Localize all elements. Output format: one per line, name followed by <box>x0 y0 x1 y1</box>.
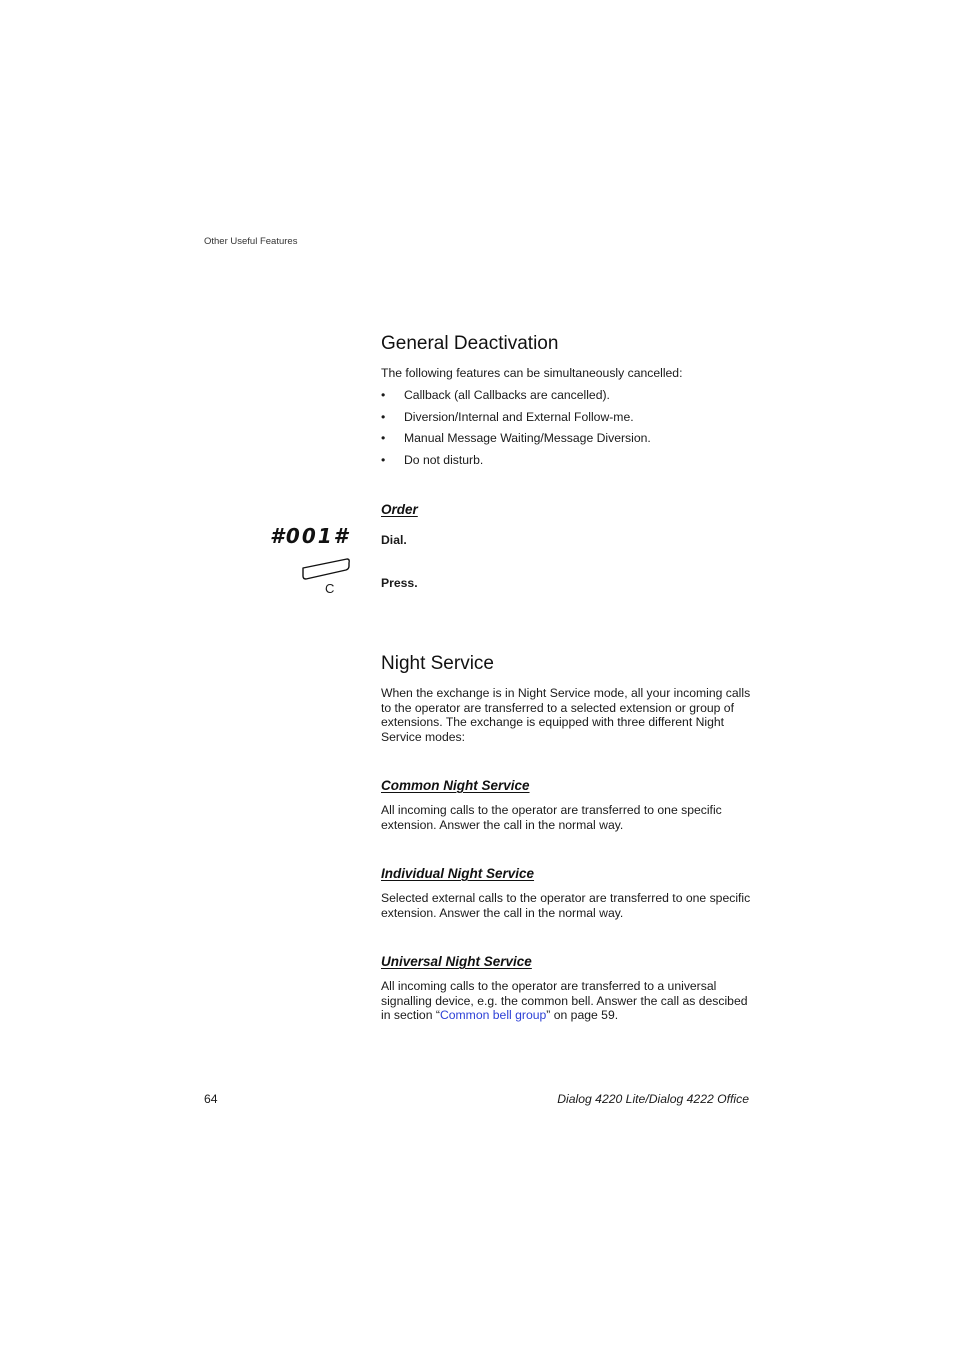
list-item <box>381 410 651 432</box>
running-header: Other Useful Features <box>204 236 298 247</box>
night-service-intro: When the exchange is in Night Service mode, all your incoming calls to the operator are transferred to a selected extension or group of extensions. The exchange is equipped with three different Night Service modes: <box>381 686 751 744</box>
universal-night-service-heading: Universal Night Service <box>381 954 532 969</box>
bullet-icon: • <box>381 431 386 446</box>
list-item-text: Diversion/Internal and External Follow-me. <box>404 409 634 424</box>
general-deactivation-intro: The following features can be simultaneously cancelled: <box>381 366 683 380</box>
universal-text-before: All incoming calls to the operator are transferred to a universal signalling device, e.g. the common bell. Answer the call as descibed in section “ <box>381 979 748 1023</box>
individual-night-service-text: Selected external calls to the operator are transferred to one specific extension. Answer the call in the normal way. <box>381 891 751 920</box>
section-title-general-deactivation: General Deactivation <box>381 333 559 354</box>
list-item-text: Callback (all Callbacks are cancelled). <box>404 388 610 402</box>
list-item <box>381 388 651 410</box>
clear-key-icon <box>300 557 352 597</box>
dial-code: #001# <box>270 524 350 548</box>
product-name: Dialog 4220 Lite/Dialog 4222 Office <box>557 1092 749 1106</box>
bullet-icon: • <box>381 453 386 468</box>
common-night-service-heading: Common Night Service <box>381 778 530 793</box>
clear-key-letter: C <box>325 581 335 596</box>
common-night-service-text: All incoming calls to the operator are transferred to one specific extension. Answer the call in the normal way. <box>381 803 722 832</box>
bullet-icon: • <box>381 388 386 402</box>
cancelled-features-list <box>381 388 651 475</box>
universal-text-after: ” on page 59. <box>546 1008 619 1023</box>
list-item-text: Manual Message Waiting/Message Diversion. <box>404 431 651 446</box>
common-bell-group-link[interactable]: Common bell group <box>439 1008 547 1023</box>
dial-instruction: Dial. <box>381 533 407 547</box>
press-instruction: Press. <box>381 576 418 590</box>
list-item <box>381 431 651 453</box>
section-title-night-service: Night Service <box>381 653 494 674</box>
universal-night-service-text <box>381 979 756 1023</box>
individual-night-service-heading: Individual Night Service <box>381 866 535 881</box>
page-number: 64 <box>204 1092 218 1106</box>
list-item <box>381 453 651 475</box>
bullet-icon: • <box>381 409 386 424</box>
order-heading: Order <box>381 502 418 517</box>
list-item-text: Do not disturb. <box>404 453 484 468</box>
